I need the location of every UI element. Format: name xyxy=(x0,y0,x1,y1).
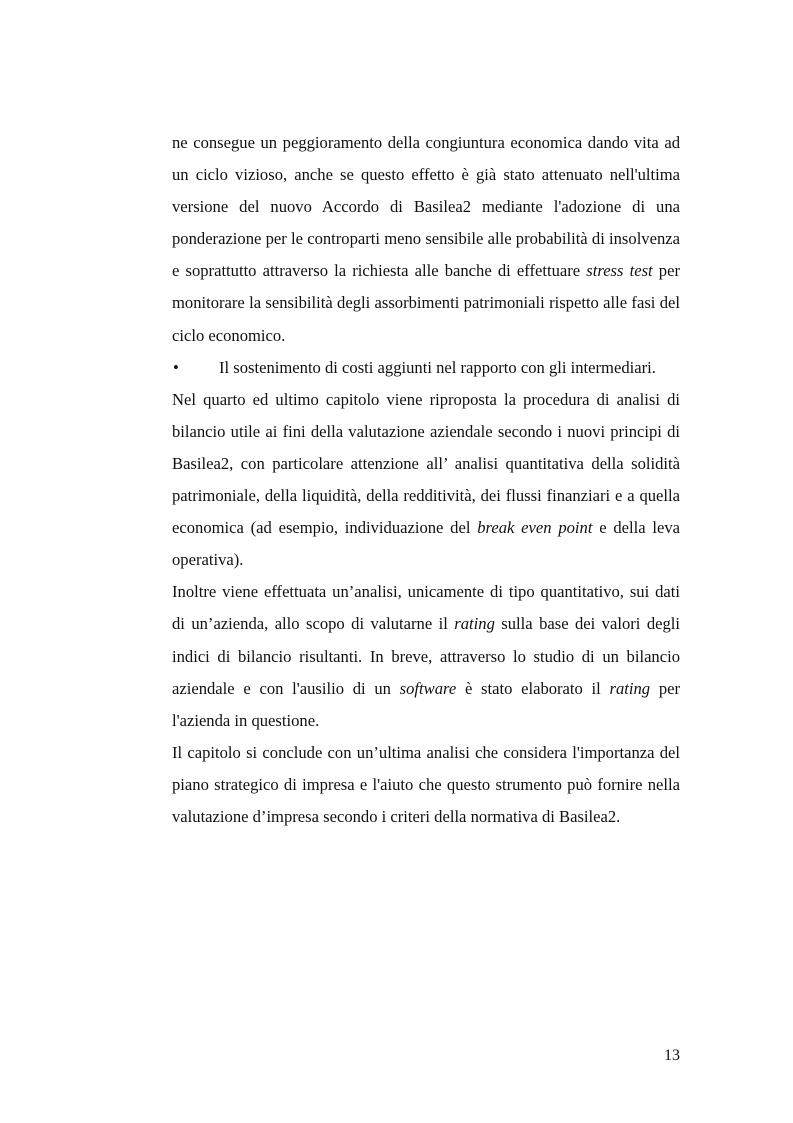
paragraph-2 xyxy=(172,384,680,577)
paragraph-1 xyxy=(172,127,680,352)
paragraph-1-italic-stress-test: stress test xyxy=(586,261,653,281)
paragraph-2-text-a: Nel quarto ed ultimo capitolo viene riproposta la procedura di analisi di bilancio utile ai fini della valutazione aziendale secondo i nuovi principi di Basilea2, con particolare attenzione all’ analisi quantitativa della solidità patrimoniale, della liquidità, della redditività, dei flussi finanziari e a quella economica (ad esempio, individuazione del xyxy=(172,389,680,538)
paragraph-3-italic-rating-1: rating xyxy=(454,614,495,634)
paragraph-1-text-a: ne consegue un peggioramento della congiuntura economica dando vita ad un ciclo vizioso, anche se questo effetto è già stato attenuato nell'ultima versione del nuovo Accordo di Basilea2 mediante l'adozione di una ponderazione per le controparti meno sensibile alle probabilità di insolvenza e soprattutto attraverso la richiesta alle banche di effettuare xyxy=(172,133,680,281)
paragraph-3-italic-software: software xyxy=(399,678,457,698)
paragraph-1-text-b: per monitorare la sensibilità degli assorbimenti patrimoniali rispetto alle fasi del ciclo economico. xyxy=(172,261,680,345)
paragraph-4 xyxy=(172,737,680,833)
paragraph-2-italic-break-even-point: break even point xyxy=(477,518,593,538)
paragraph-3-text-a: Inoltre viene effettuata un’analisi, unicamente di tipo quantitativo, sui dati di un’azienda, allo scopo di valutarne il xyxy=(172,582,680,634)
paragraph-3-text-d: per l'azienda in questione. xyxy=(172,678,681,730)
paragraph-3-text-b: sulla base dei valori degli indici di bilancio risultanti. In breve, attraverso lo studio di un bilancio aziendale e con l'ausilio di un xyxy=(172,614,680,698)
paragraph-3-text-c: è stato elaborato il xyxy=(456,678,610,698)
bullet-item-text: Il sostenimento di costi aggiunti nel rapporto con gli intermediari. xyxy=(219,357,656,377)
paragraph-2-text-b: e della leva operativa). xyxy=(172,518,681,570)
bullet-symbol: • xyxy=(173,357,179,377)
bullet-item xyxy=(172,352,680,384)
paragraph-3 xyxy=(172,576,680,736)
paragraph-4-text-a: Il capitolo si conclude con un’ultima analisi che considera l'importanza del piano strategico di impresa e l'aiuto che questo strumento può fornire nella valutazione d’impresa secondo i criteri della normativa di Basilea2. xyxy=(172,742,680,826)
paragraph-3-italic-rating-2: rating xyxy=(609,678,651,698)
body-text xyxy=(172,127,680,833)
page-number: 13 xyxy=(664,1047,680,1064)
